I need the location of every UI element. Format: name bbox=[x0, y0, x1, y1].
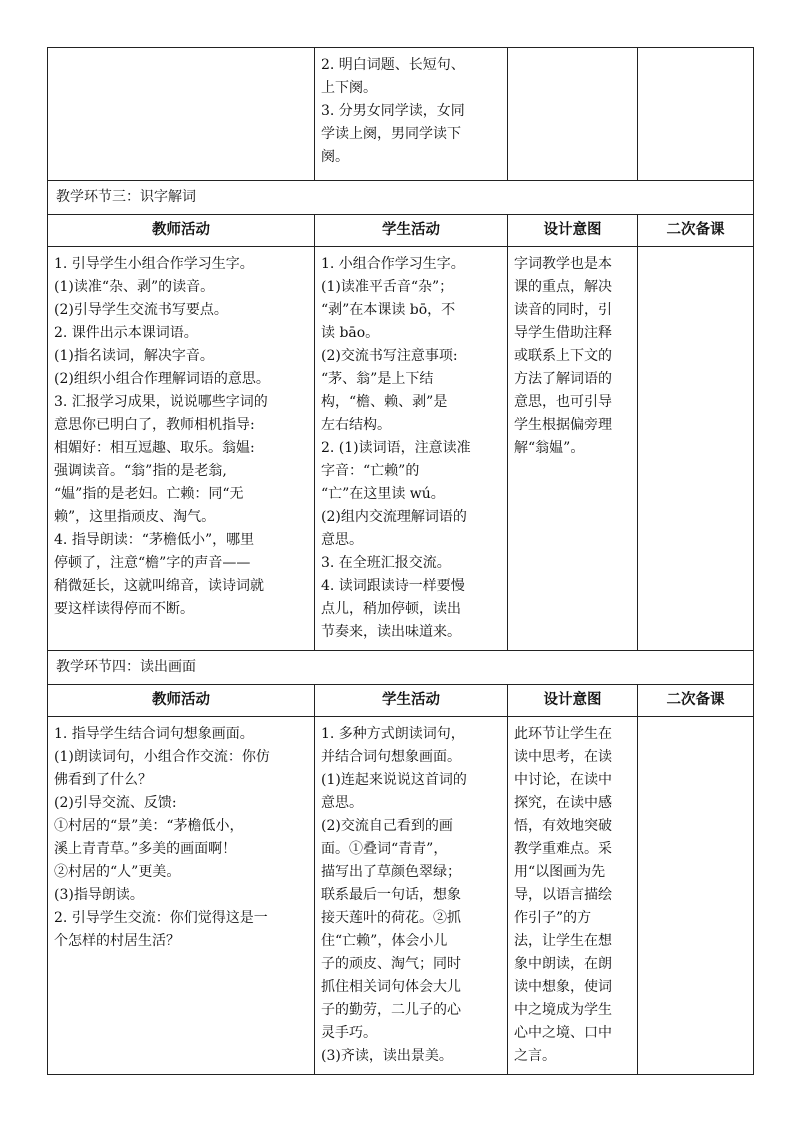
section3-title: 教学环节三：识字解词 bbox=[48, 181, 754, 215]
text-line: 子的顽皮、淘气；同时 bbox=[321, 956, 461, 972]
text-line: 联系最后一句话，想象 bbox=[321, 887, 461, 903]
continued-row bbox=[48, 48, 754, 181]
text-line: (2)引导学生交流书写要点。 bbox=[54, 302, 228, 318]
section4-student-cell bbox=[315, 717, 508, 1075]
text-line: 节奏来，读出味道来。 bbox=[321, 624, 461, 640]
text-line: 上下阕。 bbox=[321, 80, 377, 96]
text-line: 灵手巧。 bbox=[321, 1025, 377, 1041]
text-line: 左右结构。 bbox=[321, 417, 391, 433]
text-line: “亡”在这里读 wú。 bbox=[321, 486, 445, 502]
text-line: 构，“檐、赖、剥”是 bbox=[321, 394, 448, 410]
text-line: 探究，在读中感 bbox=[514, 795, 612, 811]
text-line: 导学生借助注释 bbox=[514, 325, 612, 341]
text-line: (1)连起来说说这首词的 bbox=[321, 772, 467, 788]
text-line: (3)齐读，读出景美。 bbox=[321, 1048, 453, 1064]
text-line: 象中朗读，在朗 bbox=[514, 956, 612, 972]
text-line: 3. 分男女同学读，女同 bbox=[321, 103, 465, 119]
text-line: 或联系上下文的 bbox=[514, 348, 612, 364]
text-line: 并结合词句想象画面。 bbox=[321, 749, 461, 765]
section3-second-cell bbox=[638, 247, 754, 651]
text-line: 学生根据偏旁理 bbox=[514, 417, 612, 433]
text-line: 教学重难点。采 bbox=[514, 841, 612, 857]
text-line: 停顿了，注意“檐”字的声音—— bbox=[54, 555, 251, 571]
header-teacher-activity: 教师活动 bbox=[48, 685, 315, 717]
text-line: 4. 指导朗读：“茅檐低小”，哪里 bbox=[54, 532, 255, 548]
text-line: (2)组内交流理解词语的 bbox=[321, 509, 467, 525]
text-line: 意思你已明白了，教师相机指导: bbox=[54, 417, 255, 433]
text-line: 4. 读词跟读诗一样要慢 bbox=[321, 578, 465, 594]
text-line: 子的勤劳，二儿子的心 bbox=[321, 1002, 461, 1018]
section4-teacher-cell bbox=[48, 717, 315, 1075]
text-line: 悟，有效地突破 bbox=[514, 818, 612, 834]
continued-teacher-cell bbox=[48, 48, 315, 181]
text-line: 学读上阕，男同学读下 bbox=[321, 126, 461, 142]
text-line: (1)朗读词句，小组合作交流：你仿 bbox=[54, 749, 270, 765]
text-line: 2. 引导学生交流：你们觉得这是一 bbox=[54, 910, 268, 926]
text-line: 读中想象，使词 bbox=[514, 979, 612, 995]
text-line: 意思。 bbox=[321, 795, 363, 811]
continued-student-cell bbox=[315, 48, 508, 181]
text-line: 要这样读得停而不断。 bbox=[54, 601, 194, 617]
text-line: 法，让学生在想 bbox=[514, 933, 612, 949]
text-line: 1. 引导学生小组合作学习生字。 bbox=[54, 256, 254, 272]
text-line: 3. 汇报学习成果，说说哪些字词的 bbox=[54, 394, 268, 410]
text-line: 溪上青青草。”多美的画面啊！ bbox=[54, 841, 237, 857]
section4-content-row bbox=[48, 717, 754, 1075]
text-line: 用“以图画为先 bbox=[514, 864, 606, 880]
text-line: ①村居的“景”美：“茅檐低小， bbox=[54, 818, 244, 834]
text-line: 作引子”的方 bbox=[514, 910, 592, 926]
text-line: 读 bāo。 bbox=[321, 325, 380, 341]
text-line: 1. 小组合作学习生字。 bbox=[321, 256, 465, 272]
section4-header-row bbox=[48, 685, 754, 717]
text-line: 个怎样的村居生活？ bbox=[54, 933, 180, 949]
text-line: 读中思考，在读 bbox=[514, 749, 612, 765]
text-line: 2. (1)读词语，注意读准 bbox=[321, 440, 471, 456]
text-line: 点儿，稍加停顿，读出 bbox=[321, 601, 461, 617]
text-line: “茅、翁”是上下结 bbox=[321, 371, 434, 387]
text-line: 佛看到了什么？ bbox=[54, 772, 152, 788]
section3-title-row bbox=[48, 181, 754, 215]
text-line: 之言。 bbox=[514, 1048, 556, 1064]
text-line: 此环节让学生在 bbox=[514, 726, 612, 742]
text-line: (2)交流书写注意事项: bbox=[321, 348, 458, 364]
section3-design-cell bbox=[508, 247, 638, 651]
text-line: (1)指名读词，解决字音。 bbox=[54, 348, 214, 364]
header-design-intent: 设计意图 bbox=[508, 685, 638, 717]
section4-title-row bbox=[48, 651, 754, 685]
section3-student-cell bbox=[315, 247, 508, 651]
text-line: 强调读音。“翁”指的是老翁, bbox=[54, 463, 227, 479]
lesson-plan-sheet bbox=[47, 47, 753, 1075]
lesson-plan-table bbox=[47, 47, 754, 1075]
text-line: 抓住相关词句体会大儿 bbox=[321, 979, 461, 995]
text-line: (2)组织小组合作理解词语的意思。 bbox=[54, 371, 270, 387]
text-line: 3. 在全班汇报交流。 bbox=[321, 555, 451, 571]
text-line: 描写出了草颜色翠绿； bbox=[321, 864, 461, 880]
header-student-activity: 学生活动 bbox=[315, 215, 508, 247]
text-line: 阕。 bbox=[321, 149, 349, 165]
text-line: 2. 课件出示本课词语。 bbox=[54, 325, 198, 341]
text-line: 接天莲叶的荷花。②抓 bbox=[321, 910, 461, 926]
text-line: 中之境成为学生 bbox=[514, 1002, 612, 1018]
text-line: 中讨论，在读中 bbox=[514, 772, 612, 788]
text-line: ②村居的“人”更美。 bbox=[54, 864, 181, 880]
text-line: (1)读准平舌音“杂”； bbox=[321, 279, 454, 295]
header-second-prep: 二次备课 bbox=[638, 215, 754, 247]
section3-header-row bbox=[48, 215, 754, 247]
text-line: 字音：“亡赖”的 bbox=[321, 463, 420, 479]
section3-teacher-cell bbox=[48, 247, 315, 651]
header-design-intent: 设计意图 bbox=[508, 215, 638, 247]
text-line: 意思，也可引导 bbox=[514, 394, 612, 410]
text-line: 解“翁媪”。 bbox=[514, 440, 585, 456]
continued-second-cell bbox=[638, 48, 754, 181]
text-line: 字词教学也是本 bbox=[514, 256, 612, 272]
text-line: 心中之境、口中 bbox=[514, 1025, 612, 1041]
header-student-activity: 学生活动 bbox=[315, 685, 508, 717]
text-line: 导，以语言描绘 bbox=[514, 887, 612, 903]
text-line: 1. 指导学生结合词句想象画面。 bbox=[54, 726, 254, 742]
header-teacher-activity: 教师活动 bbox=[48, 215, 315, 247]
text-line: 方法了解词语的 bbox=[514, 371, 612, 387]
text-line: “剥”在本课读 bō，不 bbox=[321, 302, 456, 318]
section4-design-cell bbox=[508, 717, 638, 1075]
text-line: “媪”指的是老妇。亡赖：同“无 bbox=[54, 486, 244, 502]
text-line: 稍微延长，这就叫绵音，读诗词就 bbox=[54, 578, 264, 594]
text-line: 面。①叠词“青青”， bbox=[321, 841, 448, 857]
text-line: (2)引导交流、反馈: bbox=[54, 795, 177, 811]
text-line: 1. 多种方式朗读词句， bbox=[321, 726, 465, 742]
text-line: 赖”，这里指顽皮、淘气。 bbox=[54, 509, 216, 525]
section3-content-row bbox=[48, 247, 754, 651]
text-line: (3)指导朗读。 bbox=[54, 887, 144, 903]
text-line: 课的重点，解决 bbox=[514, 279, 612, 295]
text-line: 相媚好：相互逗趣、取乐。翁媪: bbox=[54, 440, 255, 456]
section4-title: 教学环节四：读出画面 bbox=[48, 651, 754, 685]
text-line: 意思。 bbox=[321, 532, 363, 548]
text-line: 2. 明白词题、长短句、 bbox=[321, 57, 465, 73]
header-second-prep: 二次备课 bbox=[638, 685, 754, 717]
section4-second-cell bbox=[638, 717, 754, 1075]
text-line: 读音的同时，引 bbox=[514, 302, 612, 318]
text-line: 住“亡赖”，体会小儿 bbox=[321, 933, 448, 949]
text-line: (2)交流自己看到的画 bbox=[321, 818, 453, 834]
continued-design-cell bbox=[508, 48, 638, 181]
text-line: (1)读准“杂、剥”的读音。 bbox=[54, 279, 215, 295]
